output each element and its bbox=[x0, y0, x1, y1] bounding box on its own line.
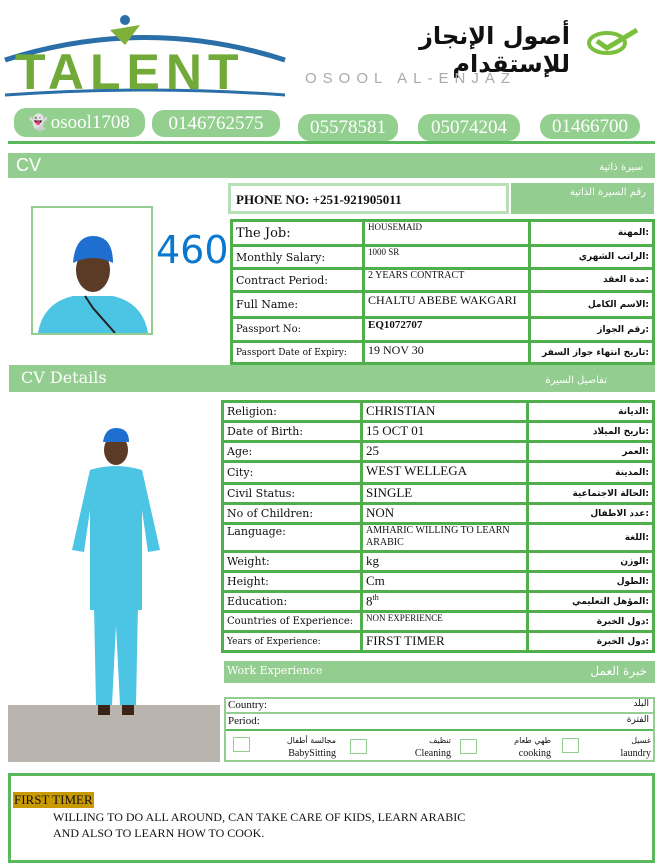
table-row: No of Children: NON عدد الاطفال: bbox=[223, 504, 654, 524]
remarks-line-2: AND ALSO TO LEARN HOW TO COOK. bbox=[53, 826, 265, 840]
phone-contact[interactable]: 05578581 bbox=[298, 114, 398, 141]
cv-details-bar bbox=[9, 365, 655, 392]
table-row: Religion: CHRISTIAN الديانة: bbox=[223, 402, 654, 422]
laundry-checkbox[interactable] bbox=[562, 738, 579, 753]
table-row: Age: 25 العمر: bbox=[223, 442, 654, 462]
babysitting-label: مجالسة أطفال BabySitting bbox=[286, 736, 336, 759]
check-logo-icon bbox=[585, 26, 640, 61]
work-experience-bar bbox=[224, 661, 655, 683]
table-row: Monthly Salary: 1000 SR الراتب الشهري: bbox=[232, 246, 654, 269]
company-name-en: OSOOL AL-ENJAZ bbox=[305, 70, 516, 87]
cv-number-label-ar: رقم السيرة الذاتية bbox=[511, 183, 654, 214]
table-row: Date of Birth: 15 OCT 01 تاريخ الميلاد: bbox=[223, 422, 654, 442]
cv-details-title-ar: تفاصيل السيرة bbox=[545, 375, 607, 386]
phone-contact[interactable]: 01466700 bbox=[540, 114, 640, 139]
cleaning-label: تنظيف Cleaning bbox=[414, 736, 451, 759]
full-body-photo bbox=[8, 400, 220, 762]
personal-details-table bbox=[221, 400, 655, 653]
remarks-line-1: WILLING TO DO ALL AROUND, CAN TAKE CARE OF KIDS, LEARN ARABIC bbox=[53, 810, 466, 824]
header-divider bbox=[8, 141, 655, 144]
cv-section-bar bbox=[8, 153, 655, 178]
phone-contact[interactable]: 05074204 bbox=[418, 114, 520, 141]
work-experience-box bbox=[224, 697, 655, 762]
table-row: Years of Experience: FIRST TIMER دول الخبرة: bbox=[223, 632, 654, 652]
table-row: Full Name: CHALTU ABEBE WAKGARI الاسم الكامل: bbox=[232, 292, 654, 318]
snapchat-icon: 👻 bbox=[29, 115, 48, 131]
phone-contact[interactable]: 0146762575 bbox=[152, 110, 280, 137]
country-row: Country: البلد bbox=[226, 699, 653, 714]
cv-details-title: CV Details bbox=[21, 368, 107, 387]
cv-number: 460 bbox=[156, 228, 229, 272]
snapchat-contact[interactable]: 👻 osool1708 bbox=[14, 108, 145, 137]
table-row: Passport Date of Expiry: 19 NOV 30 تاريخ انتهاء جواز السفر: bbox=[232, 342, 654, 364]
cooking-label: طهي طعام cooking bbox=[514, 736, 551, 759]
table-row: The Job: HOUSEMAID المهنة: bbox=[232, 221, 654, 246]
cv-title: CV bbox=[16, 155, 42, 175]
table-row: Language: AMHARIC WILLING TO LEARN ARABIC اللغة: bbox=[223, 524, 654, 552]
table-row: Weight: kg الوزن: bbox=[223, 552, 654, 572]
remarks-box bbox=[8, 773, 655, 863]
table-row: Contract Period: 2 YEARS CONTRACT مدة العقد: bbox=[232, 269, 654, 292]
laundry-label: غسيل laundry bbox=[620, 736, 651, 759]
passport-photo bbox=[31, 206, 153, 335]
table-row: Countries of Experience: NON EXPERIENCE دول الخبرة: bbox=[223, 612, 654, 632]
company-name-ar: أصول الإنجاز للإستقدام bbox=[419, 22, 570, 78]
babysitting-checkbox[interactable] bbox=[233, 737, 250, 752]
remarks-highlight: FIRST TIMER bbox=[14, 792, 93, 807]
talent-logo-text: TALENT bbox=[15, 44, 245, 100]
table-row: Civil Status: SINGLE الحالة الاجتماعية: bbox=[223, 484, 654, 504]
table-row: Education: 8th المؤهل التعليمي: bbox=[223, 592, 654, 612]
work-experience-title: Work Experience bbox=[227, 664, 323, 677]
work-experience-title-ar: خبرة العمل bbox=[590, 664, 647, 678]
cv-title-ar: سيرة ذاتية bbox=[599, 162, 643, 173]
cleaning-checkbox[interactable] bbox=[350, 739, 367, 754]
table-row: City: WEST WELLEGA المدينة: bbox=[223, 462, 654, 484]
table-row: Height: Cm الطول: bbox=[223, 572, 654, 592]
period-row: Period: الفترة bbox=[226, 715, 653, 731]
job-info-table bbox=[230, 219, 655, 365]
cooking-checkbox[interactable] bbox=[460, 739, 477, 754]
talent-logo bbox=[0, 5, 290, 100]
table-row: Passport No: EQ1072707 رقم الجواز: bbox=[232, 318, 654, 342]
phone-number-box: PHONE NO: +251-921905011 bbox=[228, 183, 509, 214]
